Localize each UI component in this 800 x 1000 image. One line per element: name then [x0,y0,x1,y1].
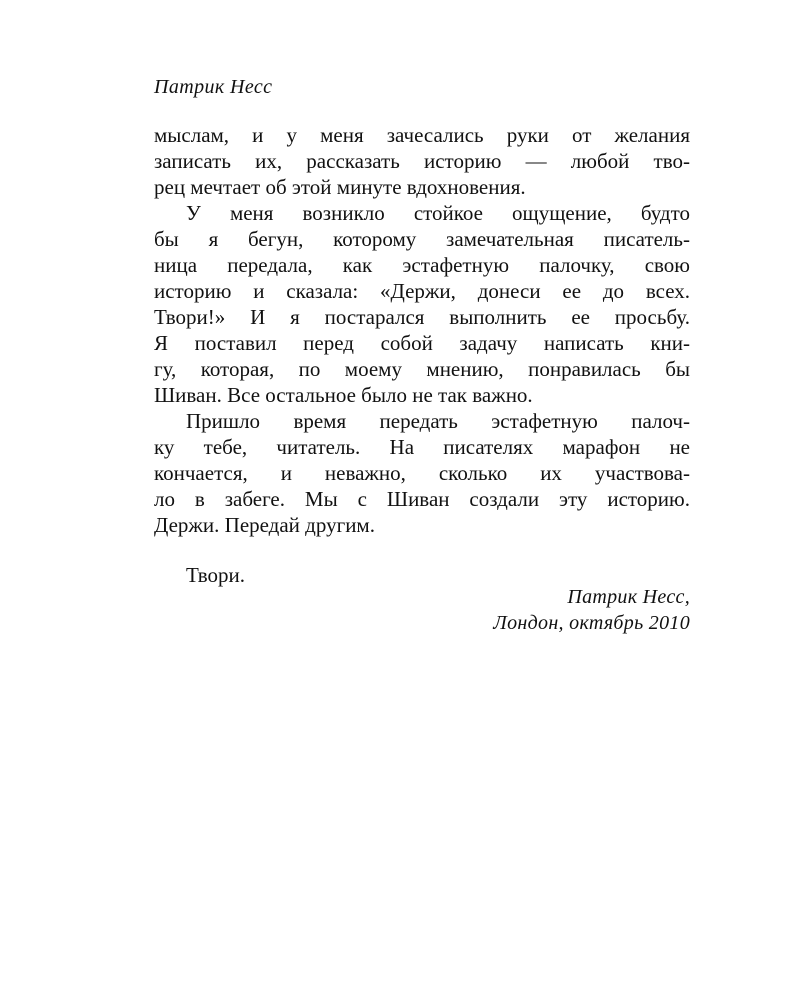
text-line: кончается, и неважно, сколько их участвова- [154,461,690,485]
text-line: бы я бегун, которому замечательная писатель- [154,227,690,251]
text-line: гу, которая, по моему мнению, понравилась бы [154,357,690,381]
body-text [154,122,690,588]
closing-line: Твори. [186,563,246,587]
text-line: Пришло время передать эстафетную палоч- [186,409,690,433]
running-head: Патрик Несс [154,76,273,98]
text-line: ница передала, как эстафетную палочку, свою [154,253,690,277]
text-line: У меня возникло стойкое ощущение, будто [186,201,690,225]
text-line: Твори!» И я постарался выполнить ее просьбу. [154,305,690,329]
paragraph-gap [154,538,690,562]
text-line: историю и сказала: «Держи, донеси ее до всех. [154,279,690,303]
signature-author: Патрик Несс, [567,586,690,608]
signature-place-date: Лондон, октябрь 2010 [493,612,690,634]
text-line: ку тебе, читатель. На писателях марафон не [154,435,690,459]
text-line: мыслам, и у меня зачесались руки от желания [154,123,690,147]
text-line: рец мечтает об этой минуте вдохновения. [154,175,526,199]
text-line: ло в забеге. Мы с Шиван создали эту историю. [154,487,690,511]
text-line: Шиван. Все остальное было не так важно. [154,383,533,407]
text-line: Я поставил перед собой задачу написать кни- [154,331,690,355]
text-line: Держи. Передай другим. [154,513,375,537]
text-line: записать их, рассказать историю — любой тво- [154,149,690,173]
signature [493,584,690,636]
